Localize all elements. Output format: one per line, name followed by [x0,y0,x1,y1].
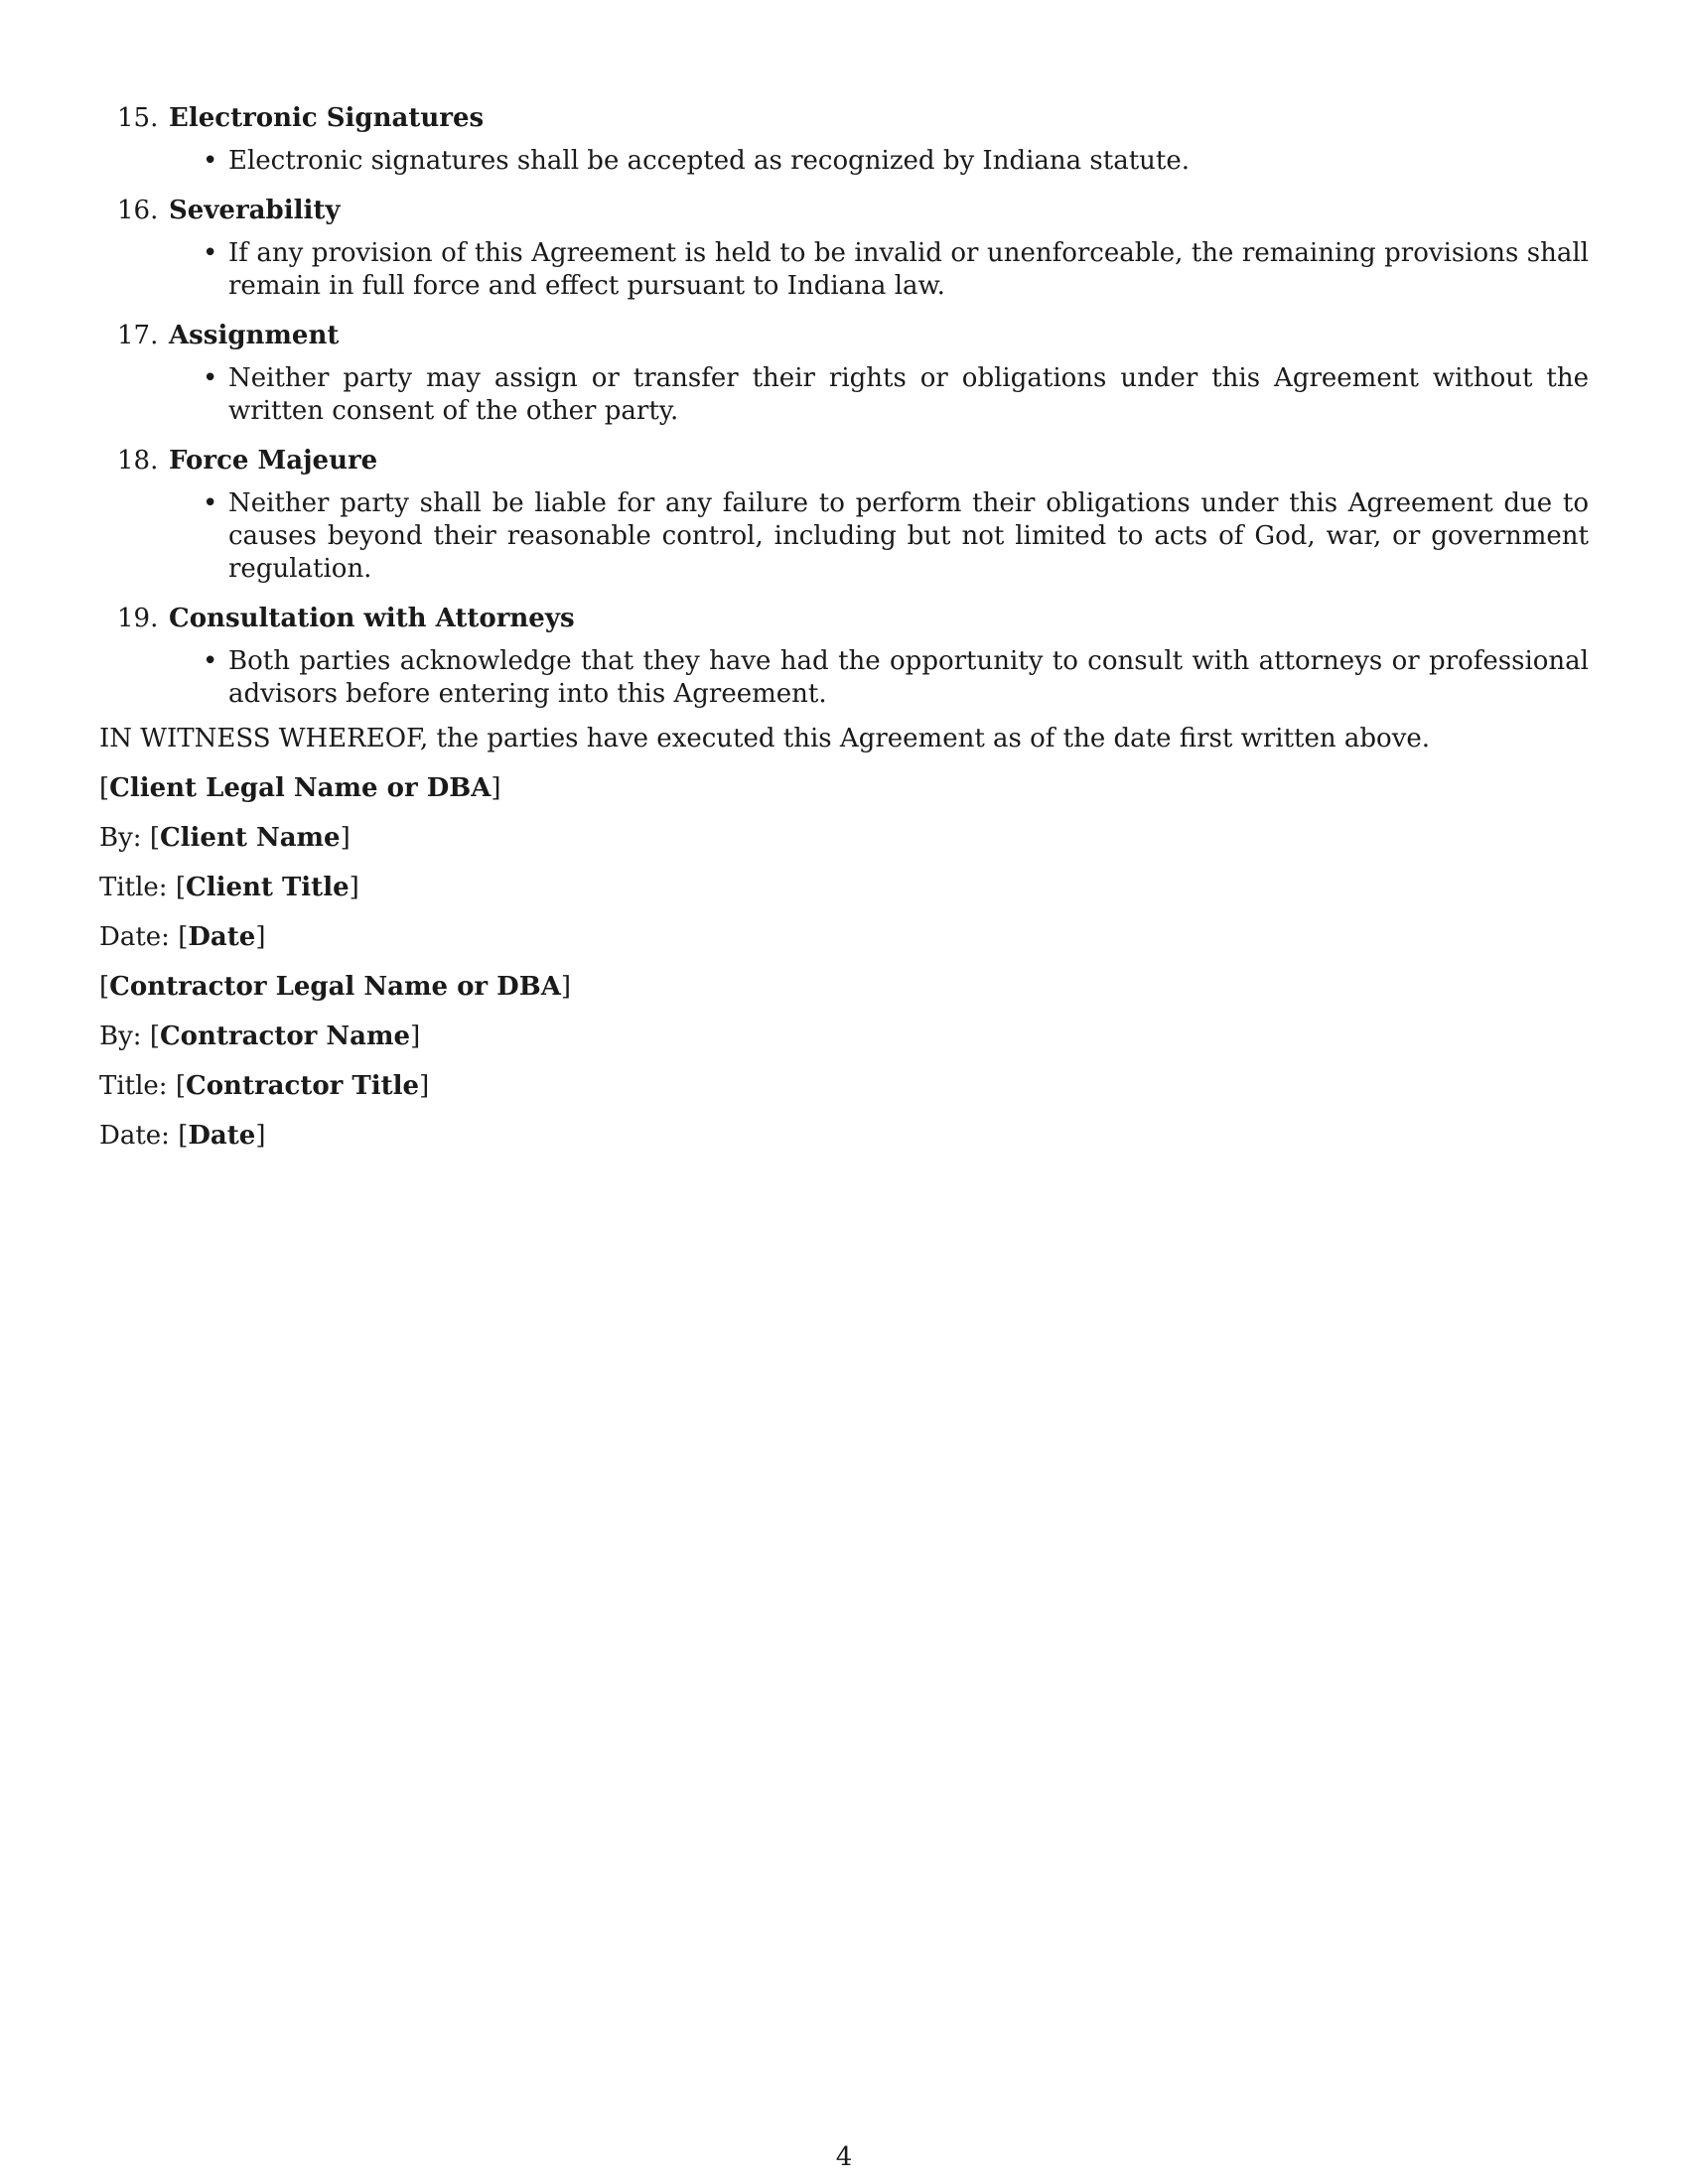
witness-clause: IN WITNESS WHEREOF, the parties have executed this Agreement as of the date first written above. [99,724,1431,753]
contractor-by-value: Contractor Name [159,1022,411,1051]
section-list [99,97,1589,717]
contractor-date-label: Date: [99,1121,170,1151]
client-title-line: Title: [Client Title] [99,873,359,902]
section-16 [99,190,1589,309]
section-19 [99,598,1589,717]
client-date-line: Date: [Date] [99,922,266,952]
section-bullets [99,139,1589,184]
section-heading [99,598,1589,639]
bullet-dot-icon: • [203,646,218,676]
contractor-party-name-value: Contractor Legal Name or DBA [109,972,561,1002]
contractor-by-line: By: [Contractor Name] [99,1022,421,1051]
bullet-item [203,231,1589,309]
contractor-by-label: By: [99,1022,142,1051]
client-date-value: Date [188,922,256,952]
section-17 [99,315,1589,434]
section-bullets [99,639,1589,717]
section-title: Consultation with Attorneys [169,604,575,633]
client-title-value: Client Title [186,873,350,902]
contractor-title-line: Title: [Contractor Title] [99,1071,430,1101]
contractor-title-label: Title: [99,1071,168,1101]
bullet-item [203,139,1589,184]
bullet-item [203,356,1589,434]
client-party-name: [Client Legal Name or DBA] [99,773,501,803]
section-number: 16. [117,196,159,225]
document-page [99,97,1589,1153]
bullet-text: Neither party shall be liable for any failure to perform their obligations under this Agreement due to causes beyond their reasonable control, including but not limited to acts of God, war, or government regulation. [228,488,1589,584]
client-party-name-value: Client Legal Name or DBA [109,773,492,803]
contractor-date-value: Date [188,1121,256,1151]
contractor-date-line: Date: [Date] [99,1121,266,1151]
client-by-label: By: [99,823,142,853]
section-heading [99,190,1589,231]
bullet-dot-icon: • [203,363,218,393]
contractor-title-value: Contractor Title [186,1071,420,1101]
section-title: Electronic Signatures [169,103,485,133]
section-bullets [99,231,1589,309]
client-date-label: Date: [99,922,170,952]
client-by-value: Client Name [159,823,341,853]
bullet-dot-icon: • [203,238,218,268]
client-signature-block [99,772,1589,954]
section-bullets [99,481,1589,592]
section-18 [99,440,1589,592]
section-title: Assignment [169,321,340,350]
section-heading [99,440,1589,481]
bullet-text: Both parties acknowledge that they have had the opportunity to consult with attorneys or professional advisors before entering into this Agreement. [228,646,1589,709]
section-heading [99,97,1589,139]
bullet-text: Neither party may assign or transfer their rights or obligations under this Agreement without the written consent of the other party. [228,363,1589,426]
client-title-label: Title: [99,873,168,902]
bullet-text: If any provision of this Agreement is held to be invalid or unenforceable, the remaining provisions shall remain in full force and effect pursuant to Indiana law. [228,238,1589,301]
bullet-text: Electronic signatures shall be accepted as recognized by Indiana statute. [228,146,1191,176]
section-number: 17. [117,321,159,350]
section-heading [99,315,1589,356]
bullet-item [203,639,1589,717]
contractor-signature-block [99,971,1589,1153]
page-number: 4 [835,2142,853,2172]
bullet-dot-icon: • [203,146,218,176]
client-by-line: By: [Client Name] [99,823,351,853]
section-number: 19. [117,604,159,633]
section-15 [99,97,1589,184]
section-title: Severability [169,196,341,225]
bullet-dot-icon: • [203,488,218,518]
section-number: 18. [117,446,159,476]
bullet-item [203,481,1589,592]
section-number: 15. [117,103,159,133]
contractor-party-name: [Contractor Legal Name or DBA] [99,972,572,1002]
section-title: Force Majeure [169,446,378,476]
section-bullets [99,356,1589,434]
